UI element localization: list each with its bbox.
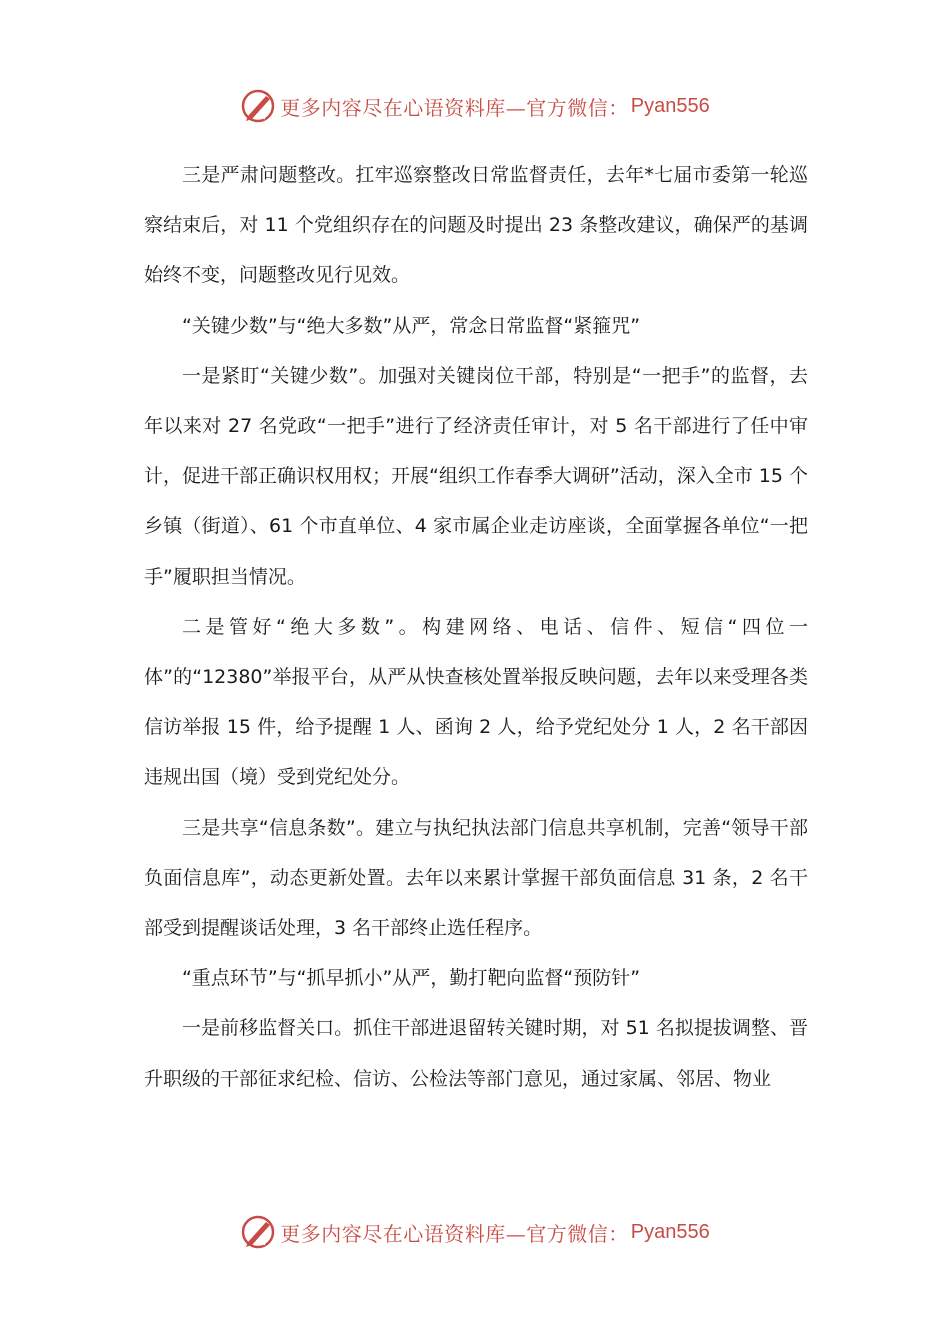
pen-logo-icon: [240, 1214, 276, 1250]
section-heading: “重点环节”与“抓早抓小”从严，勤打靶向监督“预防针”: [182, 967, 641, 990]
paragraph: 三是严肃问题整改。扛牢巡察整改日常监督责任，去年*七届市委第一轮巡察结束后，对 11 个党组织存在的问题及时提出 23 条整改建议，确保严的基调始终不变，问题整改见行见效。: [144, 164, 808, 287]
paragraph: 一是前移监督关口。抓住干部进退留转关键时期，对 51 名拟提拔调整、晋升职级的干部征求纪检、信访、公检法等部门意见，通过家属、邻居、物业: [144, 1017, 808, 1090]
pen-logo-icon: [240, 88, 276, 124]
banner-text: 更多内容尽在心语资料库—官方微信：: [280, 95, 629, 120]
paragraph: 二是管好“绝大多数”。构建网络、电话、信件、短信“四位一体”的“12380”举报平台，从严从快查核处置举报反映问题，去年以来受理各类信访举报 15 件，给予提醒 1 人、函询 2 人，给予党纪处分 1 人，2 名干部因违规出国（境）受到党纪处分。: [144, 615, 808, 789]
paragraph: 一是紧盯“关键少数”。加强对关键岗位干部，特别是“一把手”的监督，去年以来对 27 名党政“一把手”进行了经济责任审计，对 5 名干部进行了任中审计，促进干部正确识权用权；开展“组织工作春季大调研”活动，深入全市 15 个乡镇（街道）、61 个市直单位、4 家市属企业走访座谈，全面掌握各单位“一把手”履职担当情况。: [144, 364, 808, 588]
paragraph: 三是共享“信息条数”。建立与执纪执法部门信息共享机制，完善“领导干部负面信息库”，动态更新处置。去年以来累计掌握干部负面信息 31 条，2 名干部受到提醒谈话处理，3 名干部终止选任程序。: [144, 816, 808, 940]
document-body: [144, 150, 808, 1104]
header-banner: [0, 86, 950, 126]
wechat-id: Pyan556: [630, 94, 710, 117]
banner-text: 更多内容尽在心语资料库—官方微信：: [280, 1221, 629, 1246]
section-heading: “关键少数”与“绝大多数”从严，常念日常监督“紧箍咒”: [182, 314, 641, 337]
wechat-id: Pyan556: [630, 1220, 710, 1243]
footer-banner: [0, 1212, 950, 1252]
